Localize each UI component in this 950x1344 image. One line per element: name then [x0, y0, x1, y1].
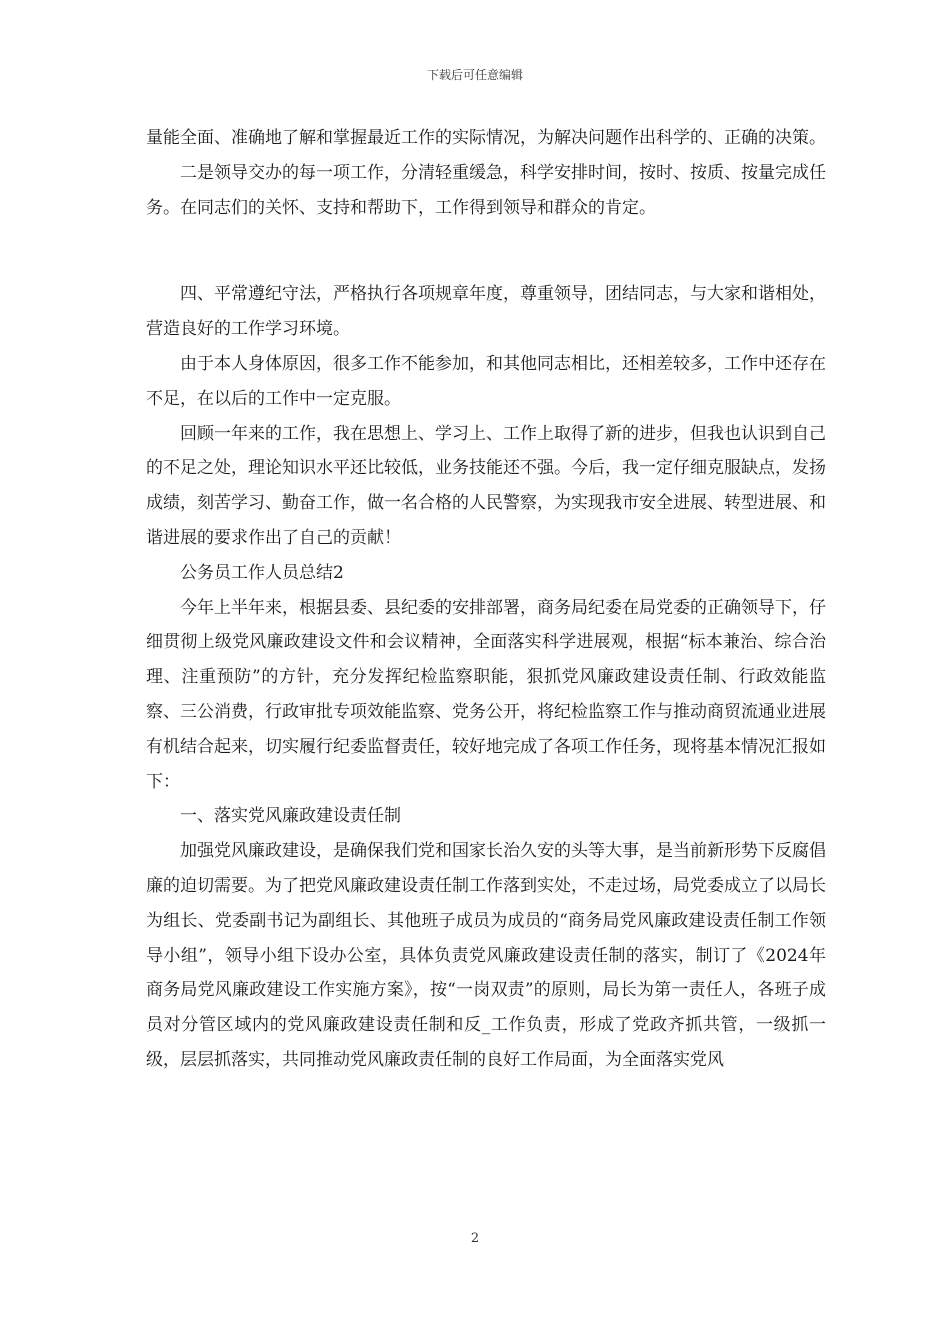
paragraph: 由于本人身体原因，很多工作不能参加，和其他同志相比，还相差较多，工作中还存在不足，在以后的工作中一定克服。 — [146, 353, 826, 409]
section-title: 公务员工作人员总结2 — [180, 562, 344, 583]
paragraph: 四、平常遵纪守法，严格执行各项规章年度，尊重领导，团结同志，与大家和谐相处，营造良好的工作学习环境。 — [146, 284, 826, 340]
paragraph: 回顾一年来的工作，我在思想上、学习上、工作上取得了新的进步，但我也认识到自己的不足之处，理论知识水平还比较低，业务技能还不强。今后，我一定仔细克服缺点，发扬成绩，刻苦学习、勤奋工作，做一名合格的人民警察，为实现我市安全进展、转型进展、和谐进展的要求作出了自己的贡献！ — [146, 423, 826, 548]
page-header: 下载后可任意编辑 — [426, 68, 523, 82]
paragraph: 今年上半年来，根据县委、县纪委的安排部署，商务局纪委在局党委的正确领导下，仔细贯彻上级党风廉政建设文件和会议精神，全面落实科学进展观，根据“标本兼治、综合治理、注重预防”的方针，充分发挥纪检监察职能，狠抓党风廉政建设责任制、行政效能监察、三公消费，行政审批专项效能监察、党务公开，将纪检监察工作与推动商贸流通业进展有机结合起来，切实履行纪委监督责任，较好地完成了各项工作任务，现将基本情况汇报如下： — [146, 597, 826, 792]
section-heading: 一、落实党风廉政建设责任制 — [180, 806, 401, 827]
paragraph: 量能全面、准确地了解和掌握最近工作的实际情况，为解决问题作出科学的、正确的决策。 — [146, 128, 826, 148]
page-number: 2 — [470, 1231, 480, 1246]
paragraph: 加强党风廉政建设，是确保我们党和国家长治久安的头等大事，是当前新形势下反腐倡廉的迫切需要。为了把党风廉政建设责任制工作落到实处，不走过场，局党委成立了以局长为组长、党委副书记为副组长、其他班子成员为成员的“商务局党风廉政建设责任制工作领导小组”，领导小组下设办公室，具体负责党风廉政建设责任制的落实，制订了《2024年商务局党风廉政建设工作实施方案》，按“一岗双责”的原则，局长为第一责任人，各班子成员对分管区域内的党风廉政建设责任制和反_工作负责，形成了党政齐抓共管，一级抓一级，层层抓落实，共同推动党风廉政责任制的良好工作局面，为全面落实党风 — [146, 841, 826, 1070]
document-body — [146, 121, 826, 1078]
paragraph-gap — [146, 225, 826, 277]
paragraph: 二是领导交办的每一项工作，分清轻重缓急，科学安排时间，按时、按质、按量完成任务。在同志们的关怀、支持和帮助下，工作得到领导和群众的肯定。 — [146, 162, 826, 218]
